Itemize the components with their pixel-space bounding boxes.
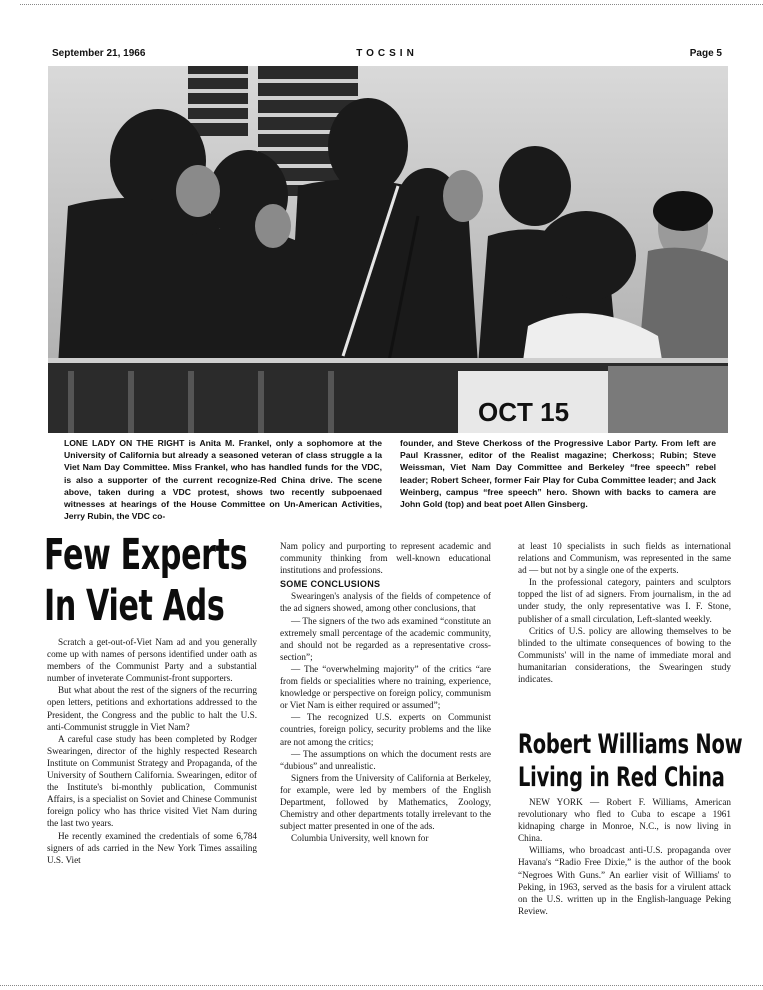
protest-sign-text: OCT 15 [478,397,570,427]
page-number: Page 5 [689,48,722,59]
article-paragraph: at least 10 specialists in such fields as international relations and Communism, was represented in the same ad — but not by a single one of the experts. [518,541,731,576]
article-paragraph: NEW YORK — Robert F. Williams, American revolutionary who fled to Cuba to escape a 1961 kidnaping charge in Monroe, N.C., is now living in China. [518,797,731,844]
article-paragraph: — The signers of the two ads examined “constitute an extremely small percentage of the academic community, and should not be regarded as a representative cross-section”; [280,615,491,662]
article-paragraph: But what about the rest of the signers of the recurring open letters, petitions and exhortations addressed to the President, the Congress and the public to halt the U.S. anti-Communist struggle in Viet Nam? [47,685,257,732]
article-column-3 [518,540,731,685]
article-paragraph: In the professional category, painters and sculptors topped the list of ad signers. From journalism, in the ad under study, the only representative was I. F. Stone, publisher of a small circulation, Left-slanted weekly. [518,577,731,624]
article-paragraph: — The assumptions on which the document rests are “dubious” and unrealistic. [280,748,491,771]
headline2-line-1: Robert Williams Now [518,729,743,760]
article-paragraph: He recently examined the credentials of some 6,784 signers of ads carried in the New York Times assailing U.S. Viet [47,830,257,865]
headline-line-2: In Viet Ads [44,581,225,631]
article-paragraph: — The recognized U.S. experts on Communist countries, foreign policy, security problems and the like are not among the critics; [280,712,491,747]
section-subhead: SOME CONCLUSIONS [280,579,381,590]
top-dotted-rule [20,4,763,5]
article-paragraph: Williams, who broadcast anti-U.S. propaganda over Havana's “Radio Free Dixie,” is the author of the book “Negroes With Guns.” An earlier visit of Williams' to Peking, in 1963, served as the basis for a virulent attack on the U.S. written up in the English-language Peking Review. [518,845,731,916]
article-column-1 [47,636,257,866]
photo-caption-right: founder, and Steve Cherkoss of the Progressive Labor Party. From left are Paul Krassner, editor of the Realist magazine; Cherkoss; Rubin; Steve Weissman, Viet Nam Day Committee and Berkeley “free speech” rebel leader; Robert Scheer, former Fair Play for Cuba Committee leader; and Jack Weinberg, campus “free speech” hero. Shown with backs to camera are John Gold (top) and beat poet Allen Ginsberg. [400,438,716,510]
newspaper-name: TOCSIN [356,48,418,59]
article-paragraph: A careful case study has been completed by Rodger Swearingen, director of the highly respected Research Institute on Communist Strategy and Propaganda, of the University of Southern California. Swearingen, editor of the Institute's bi-monthly publication, Communist Affairs, is a specialist on Soviet and Chinese Communist foreign policy who has thrice visited Viet Nam during the last two years. [47,733,257,829]
article-column-2 [280,540,491,844]
article-paragraph: Signers from the University of California at Berkeley, for example, were led by members of the English Department, followed by Mathematics, Zoology, Chemistry and other departments totally irrelevant to the subject matter presented in one of the ads. [280,772,491,832]
bottom-dotted-rule [0,985,763,986]
article-paragraph: Scratch a get-out-of-Viet Nam ad and you generally come up with names of persons identified under oath as members of the Communist Party and a substantial number of inveterate Communist-front supporters. [47,637,257,684]
article-headline [44,530,248,632]
photo-caption-left: LONE LADY ON THE RIGHT is Anita M. Frankel, only a sophomore at the University of California but already a seasoned veteran of class struggle a la Viet Nam Day Committee. Miss Frankel, who has handled funds for the VDC, is also a supporter of the current recognize-Red China drive. The scene above, taken during a VDC protest, shows two recently subpoenaed witnesses at hearings of the House Committee on Un-American Activities, Jerry Rubin, the VDC co- [64,438,382,522]
protest-photo [48,66,728,433]
headline-line-1: Few Experts [44,530,248,580]
article-paragraph: Columbia University, well known for [291,833,429,844]
second-article-body [518,796,731,917]
article-paragraph: Critics of U.S. policy are allowing themselves to be blinded to the ultimate consequences of bowing to the Communists' will in the name of immediate moral and humanitarian considerations, the Swearingen study indicates. [518,625,731,685]
article-paragraph: Swearingen's analysis of the fields of competence of the ad signers showed, among other conclusions, that [280,591,491,614]
article-paragraph: Nam policy and purporting to represent academic and community thinking from well-known educational institutions and professions. [280,541,491,576]
article-paragraph: — The “overwhelming majority” of the critics “are from fields or specialities where no training, experience, knowledge or perspective on foreign policy, communism or Viet Nam is either required or assumed”; [280,663,491,711]
headline2-line-2: Living in Red China [518,762,725,793]
issue-date: September 21, 1966 [52,48,146,59]
second-article-headline [518,728,743,794]
